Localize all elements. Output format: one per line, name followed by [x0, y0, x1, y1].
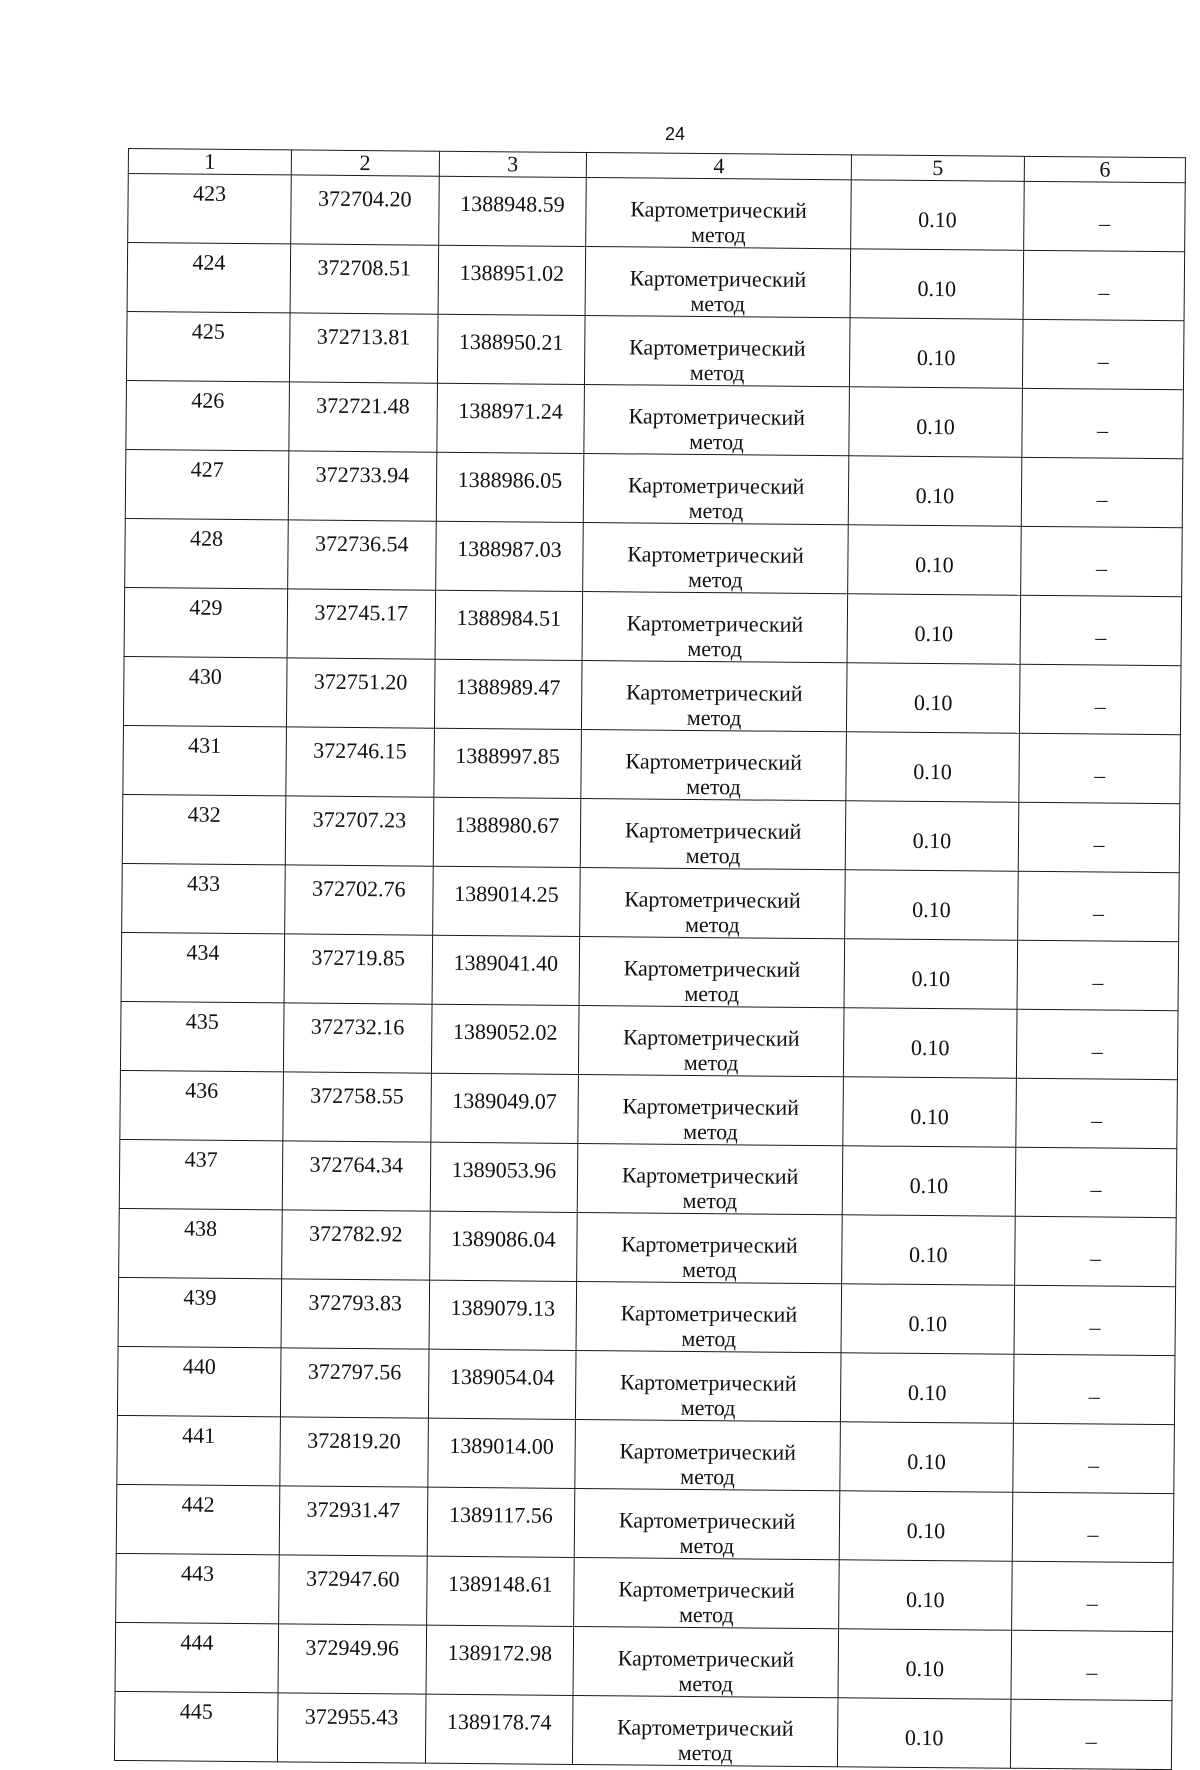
- table-row: [125, 518, 1183, 596]
- table-row: [120, 1070, 1178, 1148]
- accuracy-cell: 0.10: [851, 180, 1025, 251]
- point-number-cell: 441: [117, 1415, 281, 1485]
- point-number-cell: 443: [116, 1553, 280, 1623]
- note-cell: –: [1015, 1147, 1177, 1217]
- note-cell: –: [1022, 388, 1184, 458]
- method-line1: Картометрический: [619, 1369, 797, 1396]
- method-line1: Картометрический: [625, 748, 803, 775]
- method-line2: метод: [680, 1463, 735, 1490]
- note-cell: –: [1016, 1009, 1178, 1079]
- method-line2: метод: [688, 497, 744, 524]
- accuracy-cell: 0.10: [850, 249, 1024, 320]
- point-number-cell: 434: [121, 932, 285, 1002]
- accuracy-cell: 0.10: [837, 1698, 1011, 1769]
- method-line1: Картометрический: [623, 955, 801, 982]
- x-coordinate-cell: 372704.20: [291, 175, 439, 245]
- method-line2: метод: [686, 704, 742, 731]
- accuracy-cell: 0.10: [848, 525, 1022, 596]
- method-line1: Картометрический: [621, 1231, 798, 1258]
- note-cell: –: [1024, 181, 1186, 251]
- method-line1: Картометрический: [617, 1645, 795, 1672]
- method-cell: [583, 453, 848, 524]
- table-row: [114, 1691, 1172, 1769]
- method-line2: метод: [686, 773, 741, 800]
- x-coordinate-cell: 372721.48: [289, 382, 437, 452]
- method-cell: [577, 1143, 842, 1214]
- x-coordinate-cell: 372707.23: [285, 796, 433, 866]
- y-coordinate-cell: 1388997.85: [433, 728, 581, 798]
- table-row: [122, 794, 1180, 872]
- method-line2: метод: [677, 1739, 733, 1766]
- method-line1: Картометрический: [626, 610, 804, 637]
- table-row: [123, 656, 1181, 734]
- method-cell: [579, 1005, 844, 1076]
- point-number-cell: 424: [127, 243, 291, 313]
- column-header: 5: [851, 155, 1024, 182]
- method-line2: метод: [681, 1256, 737, 1283]
- method-line2: метод: [690, 290, 746, 317]
- y-coordinate-cell: 1389052.02: [431, 1004, 579, 1074]
- table-row: [120, 1001, 1178, 1079]
- accuracy-cell: 0.10: [849, 318, 1023, 389]
- point-number-cell: 435: [120, 1001, 284, 1071]
- y-coordinate-cell: 1388984.51: [435, 590, 583, 660]
- method-line1: Картометрический: [618, 1507, 796, 1534]
- point-number-cell: 430: [123, 656, 287, 726]
- method-line2: метод: [687, 566, 743, 593]
- method-line2: метод: [680, 1394, 736, 1421]
- accuracy-cell: 0.10: [843, 1077, 1017, 1148]
- point-number-cell: 433: [122, 863, 286, 933]
- x-coordinate-cell: 372782.92: [282, 1210, 430, 1280]
- method-line2: метод: [682, 1187, 738, 1214]
- method-cell: [576, 1281, 841, 1352]
- method-cell: [576, 1350, 841, 1421]
- y-coordinate-cell: 1388950.21: [437, 314, 585, 384]
- y-coordinate-cell: 1389079.13: [429, 1280, 577, 1350]
- x-coordinate-cell: 372758.55: [283, 1072, 431, 1142]
- method-line1: Картометрический: [628, 403, 806, 430]
- y-coordinate-cell: 1389148.61: [426, 1556, 574, 1626]
- x-coordinate-cell: 372764.34: [282, 1141, 430, 1211]
- table-body: [114, 174, 1185, 1770]
- method-line2: метод: [690, 221, 746, 248]
- method-cell: [582, 591, 847, 662]
- accuracy-cell: 0.10: [847, 594, 1021, 665]
- method-cell: [574, 1488, 839, 1559]
- note-cell: –: [1013, 1423, 1175, 1493]
- column-header: 4: [586, 153, 851, 180]
- table-row: [124, 587, 1182, 665]
- method-line1: Картометрический: [629, 334, 806, 361]
- method-line1: Картометрический: [630, 196, 807, 223]
- point-number-cell: 437: [119, 1139, 283, 1209]
- table-row: [119, 1208, 1177, 1286]
- y-coordinate-cell: 1388971.24: [436, 383, 584, 453]
- x-coordinate-cell: 372949.96: [278, 1624, 426, 1694]
- note-cell: –: [1011, 1630, 1173, 1700]
- method-cell: [577, 1212, 842, 1283]
- table-row: [115, 1622, 1173, 1700]
- y-coordinate-cell: 1389014.25: [432, 866, 580, 936]
- method-line1: Картометрический: [619, 1438, 797, 1465]
- method-cell: [578, 1074, 843, 1145]
- method-line1: Картометрический: [629, 265, 807, 292]
- method-line1: Картометрический: [622, 1024, 800, 1051]
- method-line1: Картометрический: [620, 1300, 798, 1327]
- x-coordinate-cell: 372819.20: [280, 1417, 428, 1487]
- method-cell: [585, 315, 850, 386]
- note-cell: –: [1010, 1699, 1172, 1769]
- point-number-cell: 429: [124, 587, 288, 657]
- point-number-cell: 423: [128, 174, 292, 244]
- method-line1: Картометрический: [621, 1162, 799, 1189]
- coordinates-table: [114, 148, 1186, 1770]
- point-number-cell: 431: [123, 725, 287, 795]
- accuracy-cell: 0.10: [839, 1491, 1013, 1562]
- point-number-cell: 439: [118, 1277, 282, 1347]
- method-line1: Картометрический: [616, 1714, 794, 1741]
- point-number-cell: 445: [114, 1691, 278, 1761]
- method-line1: Картометрический: [625, 679, 803, 706]
- method-line2: метод: [683, 1049, 739, 1076]
- column-header: 2: [291, 150, 439, 176]
- y-coordinate-cell: 1389117.56: [427, 1487, 575, 1557]
- method-line2: метод: [684, 980, 740, 1007]
- table-row: [122, 863, 1180, 941]
- y-coordinate-cell: 1388989.47: [434, 659, 582, 729]
- x-coordinate-cell: 372732.16: [283, 1003, 431, 1073]
- accuracy-cell: 0.10: [843, 1008, 1017, 1079]
- y-coordinate-cell: 1388948.59: [438, 176, 586, 246]
- accuracy-cell: 0.10: [844, 939, 1018, 1010]
- note-cell: –: [1019, 733, 1181, 803]
- y-coordinate-cell: 1389049.07: [430, 1073, 578, 1143]
- method-cell: [580, 867, 845, 938]
- x-coordinate-cell: 372733.94: [288, 451, 436, 521]
- accuracy-cell: 0.10: [846, 663, 1020, 734]
- table-row: [116, 1553, 1174, 1631]
- x-coordinate-cell: 372708.51: [290, 244, 438, 314]
- accuracy-cell: 0.10: [840, 1422, 1014, 1493]
- point-number-cell: 438: [119, 1208, 283, 1278]
- x-coordinate-cell: 372931.47: [279, 1486, 427, 1556]
- method-line1: Картометрический: [624, 817, 802, 844]
- note-cell: –: [1022, 319, 1184, 389]
- point-number-cell: 442: [116, 1484, 280, 1554]
- x-coordinate-cell: 372797.56: [280, 1348, 428, 1418]
- table-row: [125, 449, 1183, 527]
- table-row: [119, 1139, 1177, 1217]
- note-cell: –: [1018, 871, 1180, 941]
- x-coordinate-cell: 372702.76: [285, 865, 433, 935]
- method-line2: метод: [685, 842, 741, 869]
- method-line2: метод: [678, 1670, 734, 1697]
- method-line1: Картометрический: [624, 886, 801, 913]
- accuracy-cell: 0.10: [838, 1629, 1012, 1700]
- accuracy-cell: 0.10: [840, 1353, 1014, 1424]
- note-cell: –: [1017, 940, 1179, 1010]
- method-cell: [575, 1419, 840, 1490]
- method-cell: [573, 1695, 838, 1766]
- y-coordinate-cell: 1389053.96: [430, 1142, 578, 1212]
- point-number-cell: 426: [126, 380, 290, 450]
- y-coordinate-cell: 1389178.74: [425, 1694, 573, 1764]
- accuracy-cell: 0.10: [842, 1146, 1016, 1217]
- point-number-cell: 440: [117, 1346, 281, 1416]
- method-line2: метод: [684, 911, 740, 938]
- accuracy-cell: 0.10: [846, 732, 1020, 803]
- point-number-cell: 444: [115, 1622, 279, 1692]
- table-row: [121, 932, 1179, 1010]
- note-cell: –: [1016, 1078, 1178, 1148]
- table-row: [117, 1415, 1175, 1493]
- note-cell: –: [1012, 1561, 1174, 1631]
- method-line2: метод: [689, 428, 744, 455]
- x-coordinate-cell: 372713.81: [289, 313, 437, 383]
- note-cell: –: [1015, 1216, 1177, 1286]
- page-number: 24: [664, 124, 686, 144]
- x-coordinate-cell: 372751.20: [286, 658, 434, 728]
- method-line1: Картометрический: [618, 1576, 795, 1603]
- table-row: [117, 1346, 1175, 1424]
- accuracy-cell: 0.10: [845, 870, 1019, 941]
- x-coordinate-cell: 372955.43: [277, 1693, 425, 1763]
- point-number-cell: 428: [125, 518, 289, 588]
- accuracy-cell: 0.10: [841, 1284, 1015, 1355]
- method-line1: Картометрический: [627, 472, 805, 499]
- point-number-cell: 436: [120, 1070, 284, 1140]
- x-coordinate-cell: 372719.85: [284, 934, 432, 1004]
- note-cell: –: [1021, 457, 1183, 527]
- point-number-cell: 425: [126, 311, 290, 381]
- y-coordinate-cell: 1389014.00: [427, 1418, 575, 1488]
- accuracy-cell: 0.10: [848, 456, 1022, 527]
- x-coordinate-cell: 372793.83: [281, 1279, 429, 1349]
- x-coordinate-cell: 372736.54: [288, 520, 436, 590]
- table-row: [128, 174, 1186, 252]
- accuracy-cell: 0.10: [842, 1215, 1016, 1286]
- note-cell: –: [1020, 595, 1182, 665]
- y-coordinate-cell: 1388986.05: [436, 452, 584, 522]
- note-cell: –: [1012, 1492, 1174, 1562]
- method-cell: [579, 936, 844, 1007]
- accuracy-cell: 0.10: [839, 1560, 1013, 1631]
- method-cell: [573, 1626, 838, 1697]
- note-cell: –: [1014, 1285, 1176, 1355]
- y-coordinate-cell: 1388987.03: [435, 521, 583, 591]
- method-cell: [583, 522, 848, 593]
- method-cell: [582, 660, 847, 731]
- table-row: [116, 1484, 1174, 1562]
- accuracy-cell: 0.10: [849, 387, 1023, 458]
- method-line2: метод: [678, 1601, 734, 1628]
- y-coordinate-cell: 1389086.04: [429, 1211, 577, 1281]
- method-cell: [574, 1557, 839, 1628]
- x-coordinate-cell: 372746.15: [286, 727, 434, 797]
- method-cell: [580, 798, 845, 869]
- method-cell: [585, 246, 850, 317]
- y-coordinate-cell: 1389041.40: [432, 935, 580, 1005]
- table-row: [123, 725, 1181, 803]
- table-row: [126, 380, 1184, 458]
- method-line2: метод: [683, 1118, 738, 1145]
- method-line1: Картометрический: [622, 1093, 800, 1120]
- point-number-cell: 427: [125, 449, 289, 519]
- method-cell: [581, 729, 846, 800]
- y-coordinate-cell: 1389172.98: [426, 1625, 574, 1695]
- method-line2: метод: [689, 359, 745, 386]
- point-number-cell: 432: [122, 794, 286, 864]
- note-cell: –: [1019, 664, 1181, 734]
- note-cell: –: [1018, 802, 1180, 872]
- note-cell: –: [1023, 250, 1185, 320]
- method-line2: метод: [687, 635, 743, 662]
- method-line2: метод: [681, 1325, 737, 1352]
- accuracy-cell: 0.10: [845, 801, 1019, 872]
- y-coordinate-cell: 1389054.04: [428, 1349, 576, 1419]
- method-line2: метод: [679, 1532, 735, 1559]
- x-coordinate-cell: 372947.60: [279, 1555, 427, 1625]
- method-cell: [584, 384, 849, 455]
- y-coordinate-cell: 1388951.02: [438, 245, 586, 315]
- note-cell: –: [1013, 1354, 1175, 1424]
- table-row: [126, 311, 1184, 389]
- table-row: [118, 1277, 1176, 1355]
- column-header: 6: [1024, 156, 1185, 182]
- method-line1: Картометрический: [627, 541, 804, 568]
- column-header: 1: [128, 149, 291, 175]
- x-coordinate-cell: 372745.17: [287, 589, 435, 659]
- table-row: [127, 243, 1185, 321]
- note-cell: –: [1021, 526, 1183, 596]
- y-coordinate-cell: 1388980.67: [433, 797, 581, 867]
- method-cell: [586, 178, 851, 249]
- column-header: 3: [439, 151, 587, 177]
